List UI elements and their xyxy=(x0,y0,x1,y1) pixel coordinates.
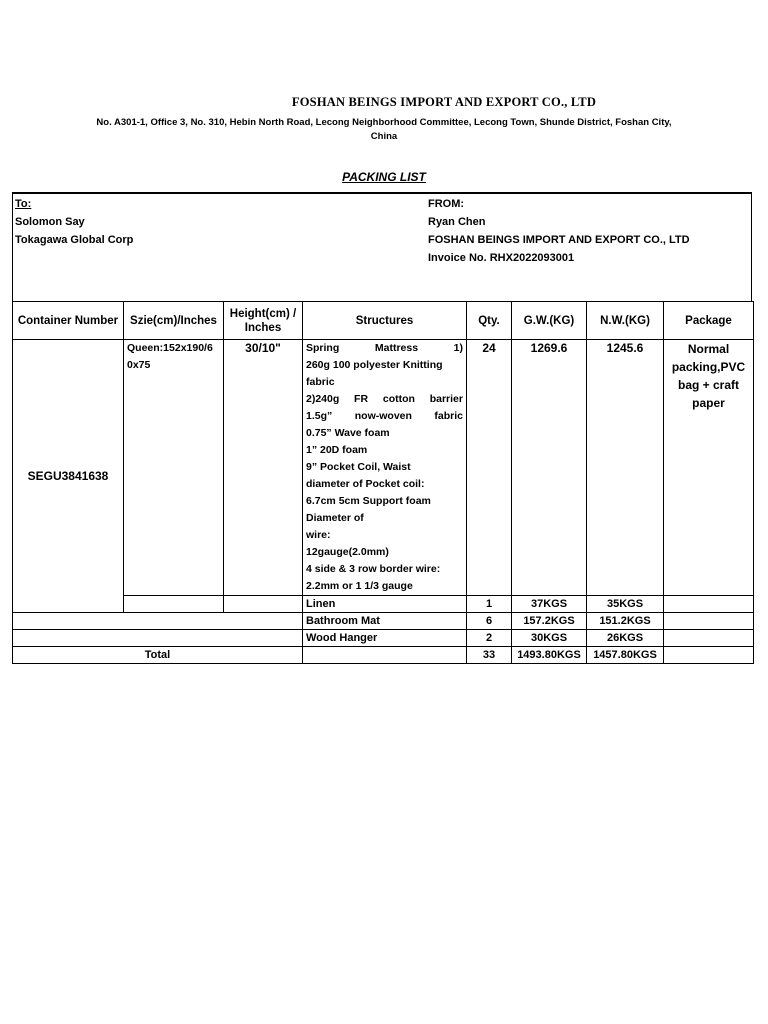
row-nw: 35KGS xyxy=(587,596,664,613)
structure-line: 4 side & 3 row border wire: xyxy=(306,563,441,575)
document-title: PACKING LIST xyxy=(342,170,426,184)
empty-cell xyxy=(303,647,467,664)
structure-line: 1.5g” now-woven fabric xyxy=(306,410,463,422)
to-block xyxy=(15,195,133,249)
nw-cell: 1245.6 xyxy=(587,340,664,596)
row-qty: 6 xyxy=(467,613,512,630)
structures-cell xyxy=(303,340,467,596)
size-cell xyxy=(124,340,224,596)
package-line: packing,PVC xyxy=(671,360,746,374)
package-line: paper xyxy=(692,396,725,410)
empty-cell xyxy=(124,596,224,613)
empty-cell xyxy=(664,596,754,613)
structure-line: 1” 20D foam xyxy=(306,444,368,456)
header-nw: N.W.(KG) xyxy=(587,302,664,340)
structure-line: diameter of Pocket coil: xyxy=(306,478,425,490)
to-label: To: xyxy=(15,198,32,210)
structure-line: 2)240g FR cotton barrier xyxy=(306,393,463,405)
structure-line: Diameter of xyxy=(306,512,364,524)
from-label: FROM: xyxy=(428,198,465,210)
table-row-total xyxy=(13,647,754,664)
to-company: Tokagawa Global Corp xyxy=(15,234,134,246)
address-line-2: China xyxy=(370,131,398,142)
structure-line: Spring Mattress 1) xyxy=(306,342,463,354)
table-header-row xyxy=(13,302,754,340)
from-company: FOSHAN BEINGS IMPORT AND EXPORT CO., LTD xyxy=(428,234,690,246)
address-line-1: No. A301-1, Office 3, No. 310, Hebin North Road, Lecong Neighborhood Committee, Lecong Town, Shunde District, Foshan City, xyxy=(96,117,672,128)
total-label: Total xyxy=(13,647,303,664)
size-line-1: Queen:152x190/6 xyxy=(127,342,213,354)
empty-cell xyxy=(664,613,754,630)
company-name-text: FOSHAN BEINGS IMPORT AND EXPORT CO., LTD xyxy=(291,95,597,109)
table-row-main xyxy=(13,340,754,596)
total-qty: 33 xyxy=(467,647,512,664)
size-line-2: 0x75 xyxy=(127,359,151,371)
company-address xyxy=(60,116,708,144)
total-gw: 1493.80KGS xyxy=(512,647,587,664)
structure-line: wire: xyxy=(306,529,331,541)
from-name: Ryan Chen xyxy=(428,216,486,228)
structure-line: fabric xyxy=(306,376,335,388)
structure-line: 6.7cm 5cm Support foam xyxy=(306,495,431,507)
qty-cell: 24 xyxy=(467,340,512,596)
row-qty: 2 xyxy=(467,630,512,647)
row-structure: Linen xyxy=(303,596,467,613)
header-height-line1: Height(cm) / xyxy=(229,307,297,320)
row-gw: 30KGS xyxy=(512,630,587,647)
to-name: Solomon Say xyxy=(15,216,85,228)
from-block xyxy=(428,195,690,267)
empty-cell xyxy=(13,630,303,647)
row-gw: 37KGS xyxy=(512,596,587,613)
total-nw: 1457.80KGS xyxy=(587,647,664,664)
height-cell: 30/10" xyxy=(224,340,303,596)
row-nw: 26KGS xyxy=(587,630,664,647)
gw-cell: 1269.6 xyxy=(512,340,587,596)
empty-cell xyxy=(13,613,303,630)
header-structures: Structures xyxy=(303,302,467,340)
row-structure: Bathroom Mat xyxy=(303,613,467,630)
structure-line: 9” Pocket Coil, Waist xyxy=(306,461,411,473)
row-nw: 151.2KGS xyxy=(587,613,664,630)
header-height xyxy=(224,302,303,340)
header-gw: G.W.(KG) xyxy=(512,302,587,340)
structure-line: 0.75” Wave foam xyxy=(306,427,390,439)
table-row-wood-hanger xyxy=(13,630,754,647)
empty-cell xyxy=(224,596,303,613)
structure-line: 2.2mm or 1 1/3 gauge xyxy=(306,580,413,592)
structure-line: 260g 100 polyester Knitting xyxy=(306,359,443,371)
header-qty: Qty. xyxy=(467,302,512,340)
empty-cell xyxy=(664,647,754,664)
company-name xyxy=(0,95,768,110)
structure-line: 12gauge(2.0mm) xyxy=(306,546,389,558)
header-height-line2: Inches xyxy=(244,321,282,334)
invoice-number: Invoice No. RHX2022093001 xyxy=(428,252,575,264)
header-size: Szie(cm)/Inches xyxy=(124,302,224,340)
package-cell xyxy=(664,340,754,596)
table-row-bathroom-mat xyxy=(13,613,754,630)
row-gw: 157.2KGS xyxy=(512,613,587,630)
header-container: Container Number xyxy=(13,302,124,340)
package-line: Normal xyxy=(687,342,730,356)
packing-table xyxy=(12,301,754,664)
empty-cell xyxy=(664,630,754,647)
row-qty: 1 xyxy=(467,596,512,613)
package-line: bag + craft xyxy=(677,378,740,392)
table-row-linen xyxy=(13,596,754,613)
header-package: Package xyxy=(664,302,754,340)
row-structure: Wood Hanger xyxy=(303,630,467,647)
container-number: SEGU3841638 xyxy=(13,340,124,613)
